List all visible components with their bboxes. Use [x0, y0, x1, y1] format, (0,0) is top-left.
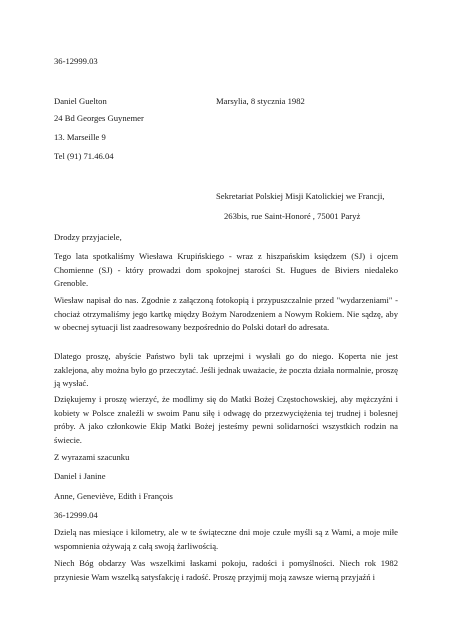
salutation: Drodzy przyjaciele, [54, 232, 122, 242]
signature-line1: Daniel i Janine [54, 471, 106, 481]
recipient-line2: 263bis, rue Saint-Honoré , 75001 Paryż [224, 211, 361, 221]
closing: Z wyrazami szacunku [54, 452, 130, 462]
signature-line2: Anne, Geneviève, Edith i François [54, 491, 173, 501]
body-paragraph-2: Wiesław napisał do nas. Zgodnie z załączoną fotokopią i przypuszczalnie przed "wydarzeniami" - chociaż otrzymaliśmy jego kartkę między Bożym Narodzeniem a Nowym Rokiem. Nie sądzę, aby w obecnej sytuacji list zaadresowany bezpośrednio do Polski dotarł do adresata. [54, 295, 398, 333]
document-reference-bottom: 36-12999.04 [54, 510, 98, 520]
recipient-line1: Sekretariat Polskiej Misji Katolickiej we Francji, [216, 191, 385, 201]
body-paragraph-4: Dziękujemy i proszę wierzyć, że modlimy się do Matki Bożej Częstochowskiej, aby mężczyźni i kobiety w Polsce znaleźli w swoim Panu siłę i odwagę do przezwyciężenia tej trudnej i bolesnej próby. A jako członkowie Ekip Matki Bożej jesteśmy pewni solidarności wszystkich rodzin na świecie. [54, 394, 398, 445]
body-paragraph-5: Dzielą nas miesiące i kilometry, ale w te świąteczne dni moje czułe myśli są z Wami, a moje miłe wspomnienia ożywają z całą swoją żarliwością. [54, 527, 398, 551]
sender-phone: Tel (91) 71.46.04 [54, 151, 114, 161]
sender-address-line2: 13. Marseille 9 [54, 132, 106, 142]
body-paragraph-1: Tego lata spotkaliśmy Wiesława Krupińskiego - wraz z hiszpańskim księdzem (SJ) i ojcem Chomienne (SJ) - który prowadzi dom spokojnej starości St. Hugues de Biviers niedaleko Grenoble. [54, 251, 398, 289]
body-paragraph-6: Niech Bóg obdarzy Was wszelkimi łaskami pokoju, radości i pomyślności. Niech rok 1982 przyniesie Wam wszelką satysfakcję i radość. Proszę przyjmij moją zawsze wierną przyjaźń i [54, 558, 398, 582]
sender-address-line1: 24 Bd Georges Guynemer [54, 113, 144, 123]
place-date: Marsylia, 8 stycznia 1982 [216, 96, 305, 106]
document-reference-top: 36-12999.03 [54, 56, 98, 66]
body-paragraph-3: Dlatego proszę, abyście Państwo byli tak uprzejmi i wysłali go do niego. Koperta nie jest zaklejona, aby można było go przeczytać. Jeśli jednak uważacie, że poczta działa normalnie, proszę ją wysłać. [54, 351, 398, 389]
sender-name: Daniel Guelton [54, 96, 107, 106]
